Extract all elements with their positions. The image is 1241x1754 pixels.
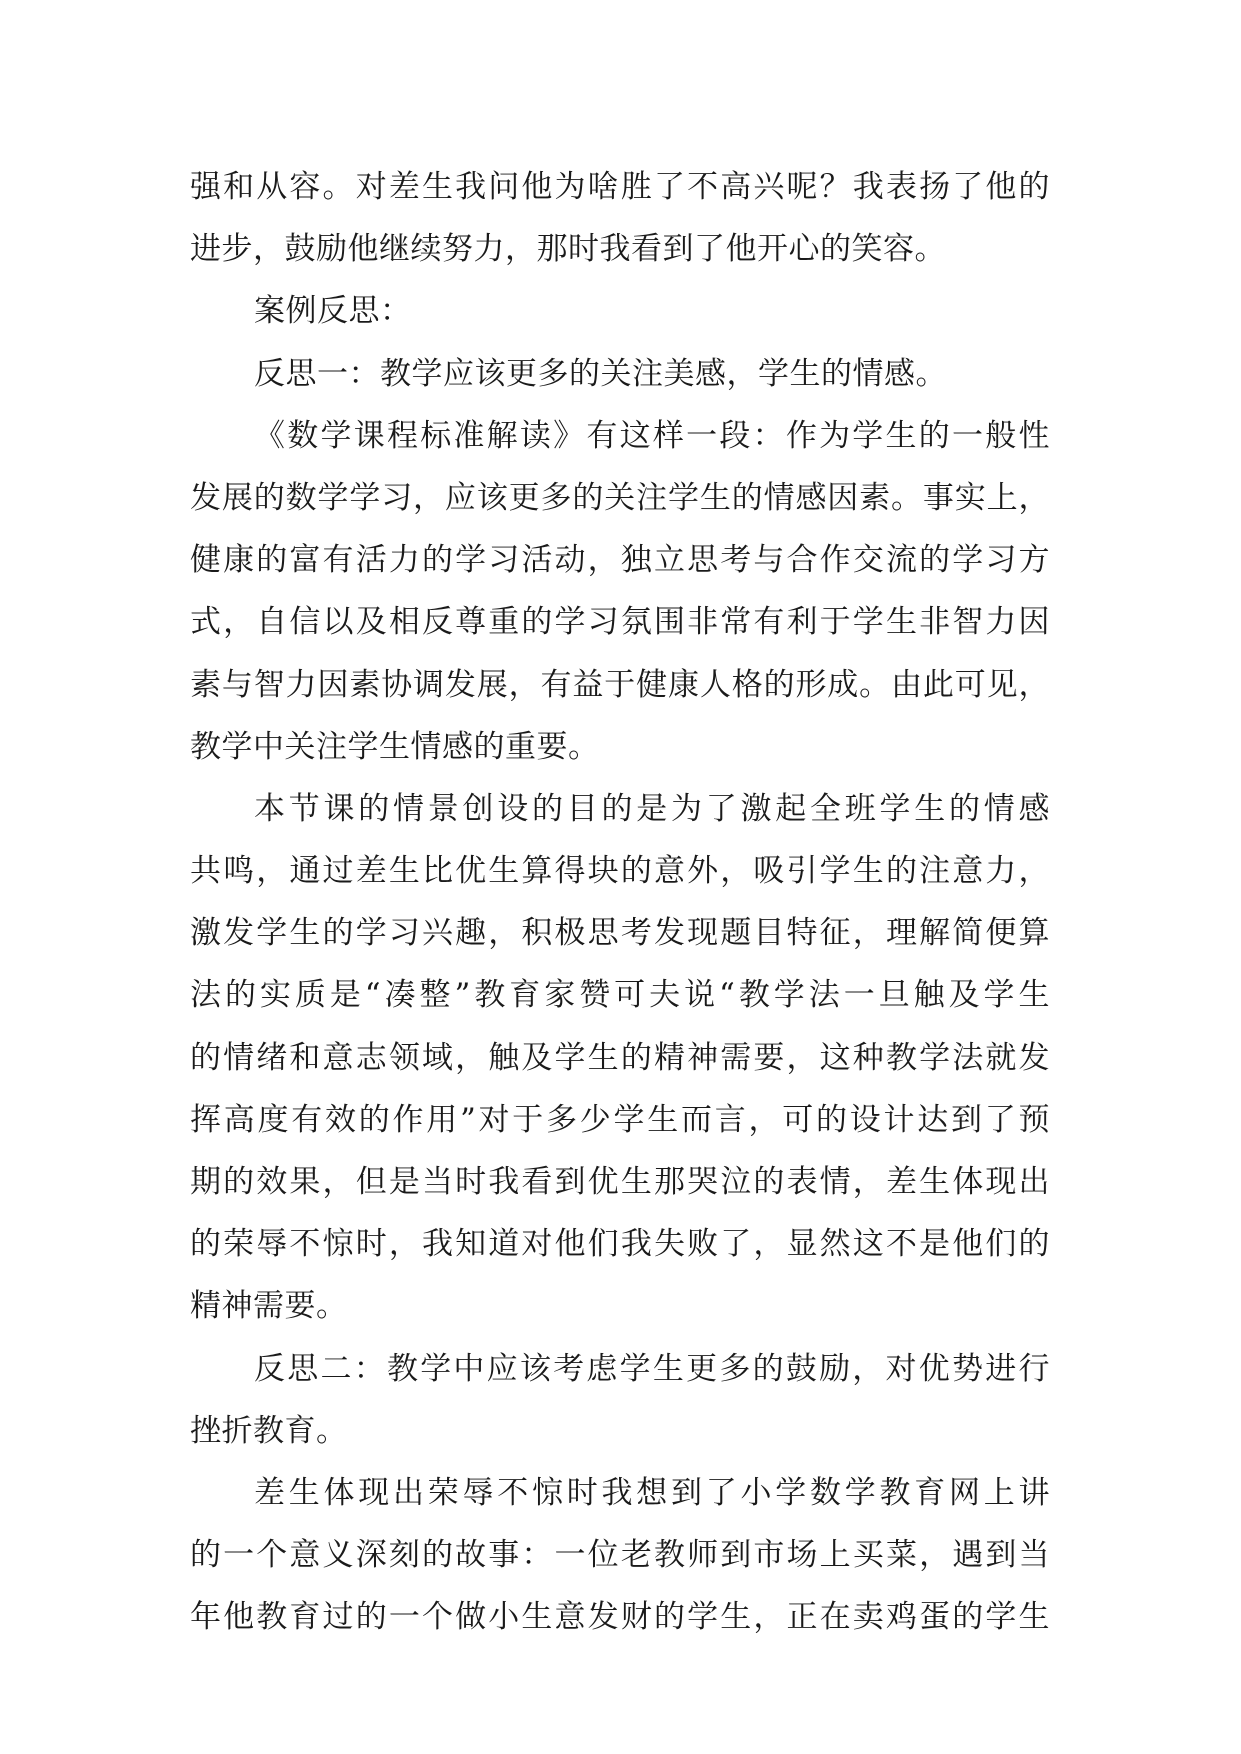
- text-line: 年他教育过的一个做小生意发财的学生，正在卖鸡蛋的学生: [190, 1599, 1050, 1636]
- text-line: 本节课的情景创设的目的是为了激起全班学生的情感: [254, 790, 1050, 827]
- document-body: [190, 156, 1050, 1649]
- text-line: 的情绪和意志领域，触及学生的精神需要，这种教学法就发: [190, 1039, 1050, 1076]
- text-line: 差生体现出荣辱不惊时我想到了小学数学教育网上讲: [254, 1474, 1050, 1511]
- text-line: 期的效果，但是当时我看到优生那哭泣的表情，差生体现出: [190, 1164, 1050, 1200]
- text-line: 素与智力因素协调发展，有益于健康人格的形成。由此可见，: [190, 666, 1050, 703]
- text-line: 共鸣，通过差生比优生算得块的意外，吸引学生的注意力，: [190, 853, 1050, 890]
- text-line: 法的实质是“凑整”教育家赞可夫说“教学法一旦触及学生: [190, 977, 1050, 1014]
- text-line: 挫折教育。: [190, 1412, 348, 1449]
- text-line: 的一个意义深刻的故事：一位老教师到市场上买菜，遇到当: [190, 1537, 1050, 1574]
- subsection-heading: 反思二：教学中应该考虑学生更多的鼓励，对优势进行: [254, 1350, 1050, 1387]
- text-line: 发展的数学学习，应该更多的关注学生的情感因素。事实上，: [190, 479, 1050, 516]
- text-line: 挥高度有效的作用”对于多少学生而言，可的设计达到了预: [190, 1101, 1050, 1138]
- text-line: 强和从容。对差生我问他为啥胜了不高兴呢？我表扬了他的: [190, 169, 1050, 205]
- text-line: 式，自信以及相反尊重的学习氛围非常有利于学生非智力因: [190, 604, 1050, 641]
- text-line: 激发学生的学习兴趣，积极思考发现题目特征，理解简便算: [190, 915, 1050, 952]
- subsection-heading: 反思一：教学应该更多的关注美感，学生的情感。: [254, 355, 947, 392]
- section-heading: 案例反思：: [254, 293, 412, 330]
- text-line: 精神需要。: [190, 1288, 348, 1325]
- text-line: 教学中关注学生情感的重要。: [190, 728, 600, 765]
- text-line: 健康的富有活力的学习活动，独立思考与合作交流的学习方: [190, 542, 1050, 579]
- text-line: 《数学课程标准解读》有这样一段：作为学生的一般性: [254, 417, 1050, 454]
- text-line: 的荣辱不惊时，我知道对他们我失败了，显然这不是他们的: [190, 1226, 1050, 1263]
- text-line: 进步，鼓励他继续努力，那时我看到了他开心的笑容。: [190, 231, 946, 268]
